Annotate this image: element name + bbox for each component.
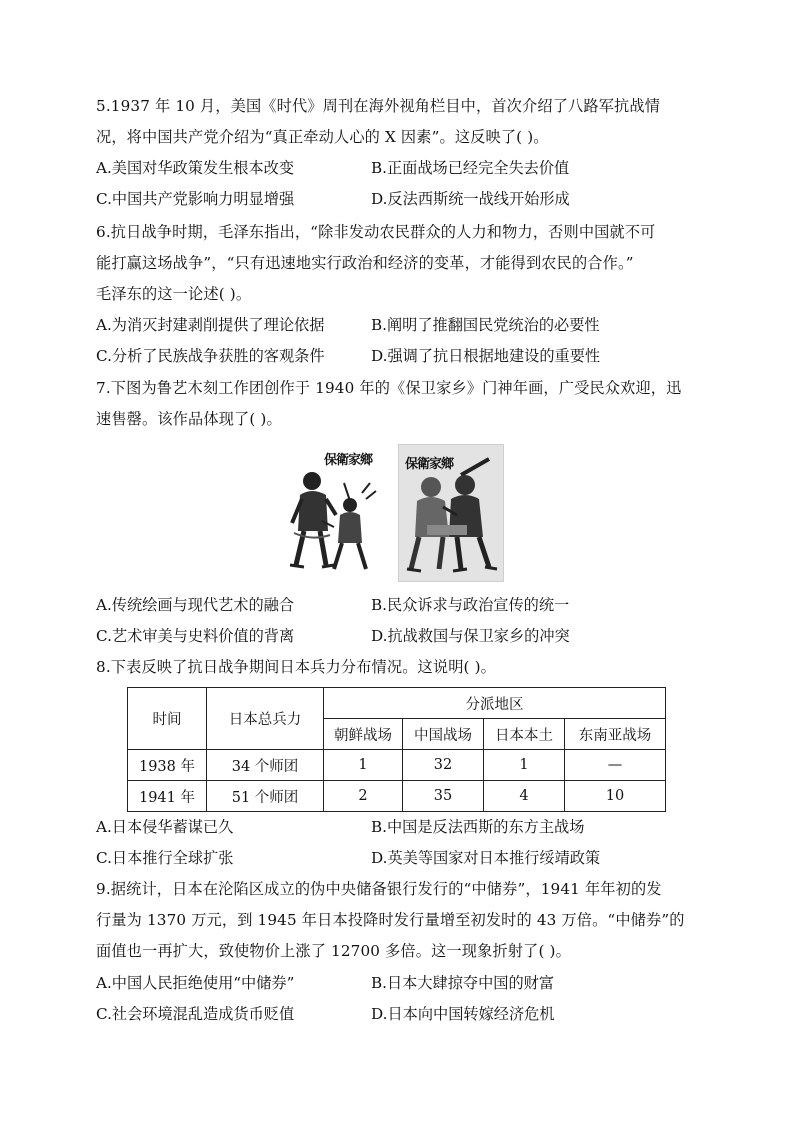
- q7-stem-line2: 速售罄。该作品体现了( )。: [96, 410, 282, 428]
- cell-value: 1: [484, 750, 565, 781]
- q5-stem-line1: 5.1937 年 10 月，美国《时代》周刊在海外视角栏目中，首次介绍了八路军抗战情: [96, 97, 661, 115]
- cell-time: 1938 年: [128, 750, 207, 781]
- q5-option-c[interactable]: C.中国共产党影响力明显增强: [96, 190, 295, 208]
- q6-stem-line2: 能打赢这场战争”，“只有迅速地实行政治和经济的变革，才能得到农民的合作。”: [96, 254, 634, 272]
- q6-option-b[interactable]: B.阐明了推翻国民党统治的必要性: [371, 316, 600, 334]
- header-assigned-regions: 分派地区: [324, 688, 666, 719]
- q6-option-d[interactable]: D.强调了抗日根据地建设的重要性: [371, 347, 601, 365]
- cell-value: 35: [403, 781, 484, 812]
- q7-option-d[interactable]: D.抗战救国与保卫家乡的冲突: [371, 627, 570, 645]
- header-korea-front: 朝鲜战场: [324, 719, 403, 750]
- troop-distribution-table: [127, 687, 666, 812]
- woodcut-image-right: [398, 444, 504, 582]
- q9-stem-line2: 行量为 1370 万元，到 1945 年日本投降时发行量增至初发时的 43 万倍。“中储券”的: [96, 911, 685, 929]
- table-row: [128, 781, 666, 812]
- q8-option-c[interactable]: C.日本推行全球扩张: [96, 849, 234, 867]
- q8-option-b[interactable]: B.中国是反法西斯的东方主战场: [371, 818, 585, 836]
- q7-option-a[interactable]: A.传统绘画与现代艺术的融合: [96, 596, 295, 614]
- header-china-front: 中国战场: [403, 719, 484, 750]
- header-southeast-asia-front: 东南亚战场: [565, 719, 666, 750]
- cell-value: 4: [484, 781, 565, 812]
- cell-total: 51 个师团: [207, 781, 324, 812]
- q6-option-a[interactable]: A.为消灭封建剥削提供了理论依据: [96, 316, 325, 334]
- q6-stem-line3: 毛泽东的这一论述( )。: [96, 285, 252, 303]
- cell-time: 1941 年: [128, 781, 207, 812]
- q9-option-c[interactable]: C.社会环境混乱造成货币贬值: [96, 1005, 295, 1023]
- q5-option-b[interactable]: B.正面战场已经完全失去价值: [371, 159, 570, 177]
- q6-option-c[interactable]: C.分析了民族战争获胜的客观条件: [96, 347, 325, 365]
- q7-option-c[interactable]: C.艺术审美与史料价值的背离: [96, 627, 295, 645]
- cell-total: 34 个师团: [207, 750, 324, 781]
- q9-stem-line3: 面值也一再扩大，致使物价上涨了 12700 多倍。这一现象折射了( )。: [96, 942, 571, 960]
- q5-option-d[interactable]: D.反法西斯统一战线开始形成: [371, 190, 570, 208]
- q8-option-a[interactable]: A.日本侵华蓄谋已久: [96, 818, 234, 836]
- woodcut-image-left: [282, 443, 382, 578]
- woodcut-right-title: 保衛家鄉: [405, 457, 454, 472]
- q5-stem-line2: 况，将中国共产党介绍为“真正牵动人心的 X 因素”。这反映了( )。: [96, 128, 549, 146]
- woodcut-left-title: 保衛家鄉: [324, 453, 373, 468]
- header-time: 时间: [128, 688, 207, 750]
- q9-option-b[interactable]: B.日本大肆掠夺中国的财富: [371, 974, 555, 992]
- cell-value: 32: [403, 750, 484, 781]
- q8-option-d[interactable]: D.英美等国家对日本推行绥靖政策: [371, 849, 601, 867]
- q5-option-a[interactable]: A.美国对华政策发生根本改变: [96, 159, 295, 177]
- q9-option-a[interactable]: A.中国人民拒绝使用“中储券”: [96, 974, 295, 992]
- q9-option-d[interactable]: D.日本向中国转嫁经济危机: [371, 1005, 555, 1023]
- q6-stem-line1: 6.抗日战争时期，毛泽东指出，“除非发动农民群众的人力和物力，否则中国就不可: [96, 223, 656, 241]
- cell-value: —: [565, 750, 666, 781]
- cell-value: 1: [324, 750, 403, 781]
- cell-value: 10: [565, 781, 666, 812]
- q9-stem-line1: 9.据统计，日本在沦陷区成立的伪中央储备银行发行的“中储券”，1941 年年初的发: [96, 880, 662, 898]
- q7-stem-line1: 7.下图为鲁艺木刻工作团创作于 1940 年的《保卫家乡》门神年画，广受民众欢迎，迅: [96, 379, 682, 397]
- q8-stem: 8.下表反映了抗日战争期间日本兵力分布情况。这说明( )。: [96, 658, 497, 676]
- header-total-force: 日本总兵力: [207, 688, 324, 750]
- q7-option-b[interactable]: B.民众诉求与政治宣传的统一: [371, 596, 570, 614]
- table-row: [128, 750, 666, 781]
- header-japan-mainland: 日本本土: [484, 719, 565, 750]
- cell-value: 2: [324, 781, 403, 812]
